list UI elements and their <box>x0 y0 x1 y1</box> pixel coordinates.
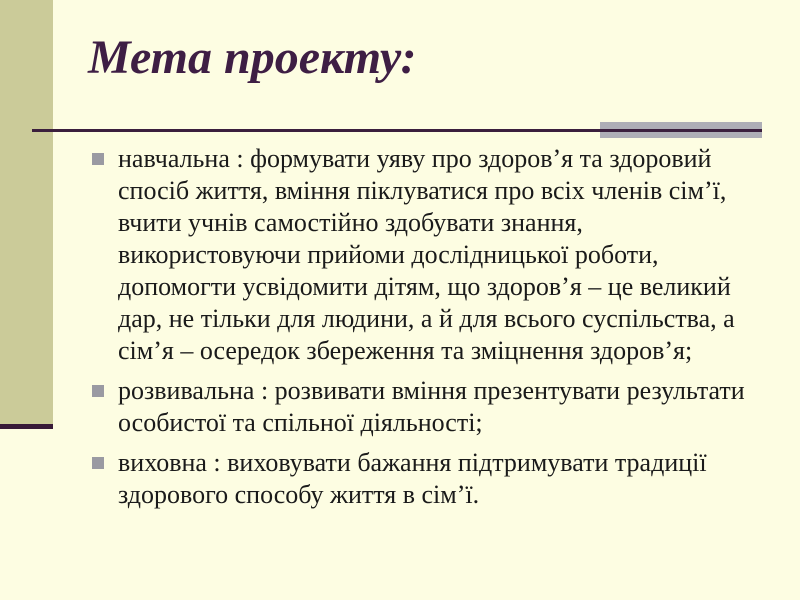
bullet-text: розвивальна : розвивати вміння презентувати результати особистої та спільної діяльності; <box>118 376 745 437</box>
bullet-item <box>90 375 772 439</box>
bullet-text: виховна : виховувати бажання підтримувати традиції здорового способу життя в сім’ї. <box>118 448 707 509</box>
title-underline-rule <box>32 129 762 132</box>
sidebar-accent-bar <box>0 0 53 429</box>
square-bullet-icon <box>92 153 104 165</box>
square-bullet-icon <box>92 385 104 397</box>
square-bullet-icon <box>92 457 104 469</box>
bullet-list <box>90 143 772 519</box>
bullet-item <box>90 143 772 367</box>
bullet-text: навчальна : формувати уяву про здоров’я та здоровий спосіб життя, вміння піклуватися про всіх членів сім’ї, вчити учнів самостійно здобувати знання, використовуючи прийоми дослідницької роботи, допомогти усвідомити дітям, що здоров’я – це великий дар, не тільки для людини, а й для всього суспільства, а сім’я – осередок збереження та зміцнення здоров’я; <box>118 144 735 365</box>
bullet-item <box>90 447 772 511</box>
slide-title: Мета проекту: <box>88 31 417 84</box>
